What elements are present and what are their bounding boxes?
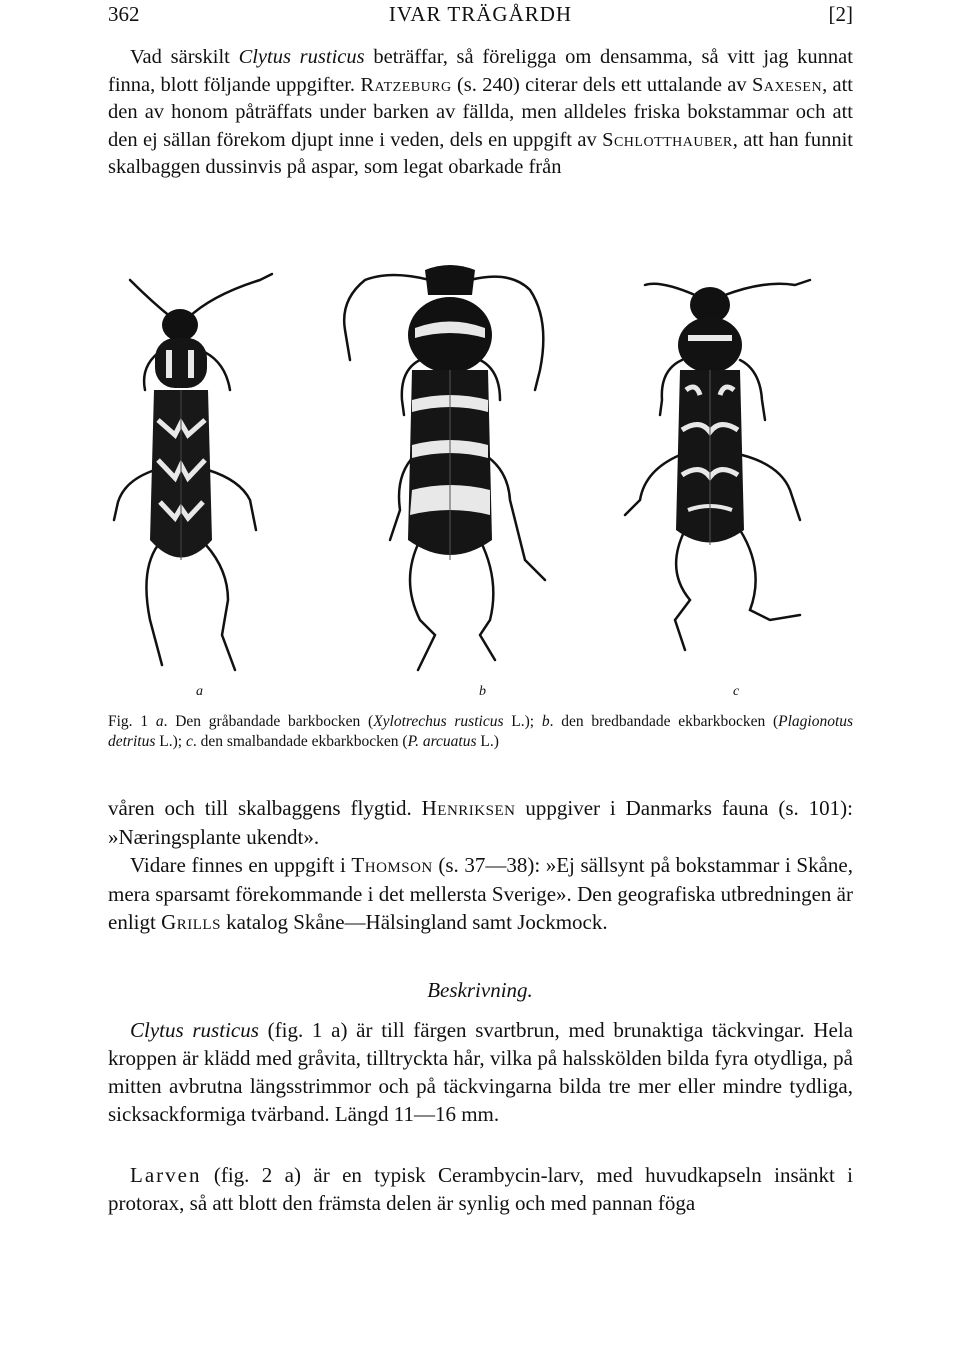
beetle-c-illustration: [625, 280, 810, 650]
section-heading: Beskrivning.: [427, 978, 533, 1002]
beetle-figure: [100, 240, 860, 690]
emphasized-word: Larven: [130, 1163, 202, 1187]
intro-text: , att han funnit skalbaggen dussinvis på aspar, som legat obarkade från: [108, 128, 853, 178]
body-text: katalog Skåne—Hälsingland samt Jockmock.: [220, 910, 608, 934]
larva-paragraph: [108, 1161, 853, 1217]
intro-text: , att den av honom påträffats under barken av fällda, men alldeles friska bokstammar och att den ej sällan förekom djupt inne i veden, dels en uppgift av: [108, 73, 853, 151]
species-name: Xylotrechus rusticus: [373, 713, 504, 730]
body-text: Vidare finnes en uppgift i: [130, 853, 352, 877]
distribution-text-2: [108, 851, 853, 937]
running-header: [108, 0, 853, 34]
intro-text: (s. 240) citerar dels ett uttalande av: [451, 73, 752, 96]
figure-label-c: c: [733, 684, 740, 699]
body-text: uppgiver i Danmarks fauna (s. 101): »Næringsplante ukendt».: [108, 796, 853, 849]
distribution-paragraph: [108, 794, 853, 937]
section-number: [2]: [828, 2, 853, 26]
caption-text: . Den gråbandade barkbocken (: [163, 713, 374, 730]
beetle-b-illustration: [344, 265, 545, 670]
caption-text: L.): [476, 733, 499, 750]
body-text: (fig. 1 a) är till färgen svartbrun, med brunaktiga täckvingar. Hela kroppen är klädd med gråvita, tilltryckta hår, vilka på halsskölden bilda fyra otydliga, på mitten avbrutna längsstrimmor och på täckvingarna bilda tre mer eller mindre tydliga, sicksackformiga tvärband. Längd 11—16 mm.: [108, 1018, 853, 1126]
running-title: IVAR TRÄGÅRDH: [388, 2, 573, 26]
description-paragraph: [108, 1016, 853, 1128]
body-text: (fig. 2 a) är en typisk Cerambycin-larv, med huvudkapseln insänkt i protorax, så att blott den främsta delen är synlig och med pannan föga: [108, 1163, 853, 1215]
intro-text: Vad särskilt: [130, 46, 239, 68]
caption-text: . den smalbandade ekbarkbocken (: [192, 733, 408, 750]
intro-paragraph: [108, 44, 853, 182]
author-name: Saxesen: [751, 73, 823, 96]
species-name: Clytus rusticus: [238, 46, 365, 68]
figure-label-a: a: [196, 684, 203, 699]
figure-caption: [108, 712, 853, 752]
caption-text: 1: [140, 713, 156, 730]
author-name: Thomson: [351, 853, 433, 877]
author-name: Schlotthauber: [602, 128, 733, 151]
author-name: Grills: [161, 910, 221, 934]
species-name: Clytus rusticus: [130, 1018, 259, 1042]
species-name: Plagionotus detritus: [108, 713, 854, 750]
caption-text: a: [155, 713, 164, 730]
species-name: P. arcuatus: [407, 733, 477, 750]
caption-text: . den bredbandade ekbarkbocken (: [549, 713, 779, 730]
caption-text: Fig.: [108, 713, 141, 730]
caption-text: L.);: [155, 733, 186, 750]
distribution-text-1: [108, 794, 853, 851]
intro-text: beträffar, så föreligga om densamma, så vitt jag kunnat finna, blott följande uppgifter.: [108, 46, 853, 96]
beetle-a-illustration: [114, 274, 272, 670]
caption-text: c: [185, 733, 193, 750]
caption-text: b: [541, 713, 550, 730]
body-text: våren och till skalbaggens flygtid.: [108, 796, 422, 820]
body-text: (s. 37—38): »Ej sällsynt på bokstammar i Skåne, mera sparsamt förekommande i det mellersta Sverige». Den geografiska utbredningen är enligt: [108, 853, 853, 934]
author-name: Ratzeburg: [360, 73, 452, 96]
figure-label-b: b: [479, 684, 486, 699]
author-name: Henriksen: [421, 796, 516, 820]
page-number: 362: [108, 2, 140, 26]
caption-text: L.);: [503, 713, 542, 730]
